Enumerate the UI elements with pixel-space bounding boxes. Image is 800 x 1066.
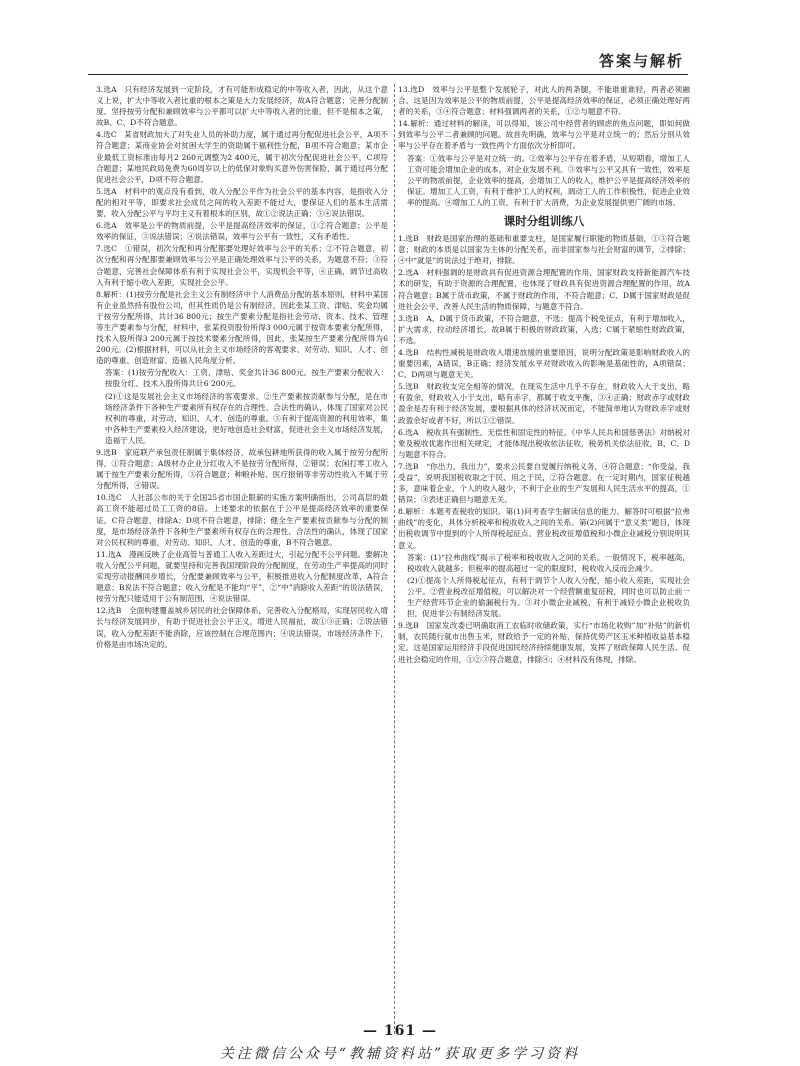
answer-entry: 14.解析：通过材料的解读，可以得知，该公司中经营者的顾虑的焦点问题，即如何做到效率与公平二者兼顾的问题。故首先明确，效率与公平是对立统一的；然后分别从效率与公平存在着矛盾与一致性两个方面依次分析即可。 bbox=[398, 119, 690, 151]
answer-block: (2)①这是发展社会主义市场经济的客观要求。②生产要素按贡献参与分配，是在市场经济条件下各种生产要素所有权存在的合理性、合法性的确认，体现了国家对公民权利的尊重，对劳动、知识、人才、创造的尊重。③有利于提高资源的利用效率，集中各种生产要素投入经济建设，更好地创造社会财富，促进社会主义市场经济发展，造福于人民。 bbox=[105, 391, 388, 445]
answer-entry: 7.选B “你出力，我出力”，要求公民要自觉履行纳税义务，④符合题意；“你受益，我受益”，说明我国税收取之于民、用之于民，②符合题意。在一定时期内，国家征税越多，意味着企业、个人的收入越少，不利于企业的生产发展和人民生活水平的提高，①错误；③表述正确但与题意无关。 bbox=[398, 461, 690, 505]
answer-entry: 10.选C 人社部公布的关于全国25省市国企限薪的实施方案明确指出，公司高层的最高工资不能超过员工工资的8倍。上述要求的依据在于公平是提高经济效率的重要保证，C符合题意，排除A；D项不符合题意，排除；健全生产要素按贡献参与分配的制度，是市场经济条件下各种生产要素所有权存在的合理性、合法性的确认，体现了国家对公民权利的尊重，对劳动、知识、人才、创造的尊重，B不符合题意。 bbox=[96, 493, 388, 547]
answer-entry: 6.选A 税收具有强制性、无偿性和固定性的特征。《中华人民共和国慈善法》对纳税对象及税收优惠作出相关规定，才能体现出税收依法征收，税务机关依法征收，B、C、D与题意不符合。 bbox=[398, 427, 690, 459]
answer-block: 答案：①效率与公平是对立统一的。②效率与公平存在着矛盾，从短期看，增加工人工资可能会增加企业的成本，对企业发展不利。③效率与公平又具有一致性，效率是公平的物质前提，企业效率的提高，会增加工人的收入，维护公平是提高经济效率的保证。增加工人工资，有利于维护工人的权利，调动工人的工作积极性，促进企业效率的提高。④增加工人的工资，有利于扩大消费，为企业发展提供更广阔的市场。 bbox=[407, 153, 690, 207]
answer-entry: 1.选B 财政是国家治理的基础和重要支柱，是国家履行职能的物质基础，①③符合题意；财政的本质是以国家为主体的分配关系，而非国家参与社会财富的调节，②排除；④中“就是”的说法过于绝对，排除。 bbox=[398, 234, 690, 266]
left-column bbox=[96, 84, 388, 1024]
right-column bbox=[398, 84, 690, 1024]
answer-entry: 6.选A 效率是公平的物质前提，公平是提高经济效率的保证，①②符合题意；公平是效率的保证，③说法错误；④说法错误，效率与公平有一致性，又有矛盾性。 bbox=[96, 221, 388, 242]
header-rule bbox=[88, 74, 688, 75]
column-divider bbox=[394, 84, 395, 1034]
answer-entry: 8.解析：(1)按劳分配是社会主义公有制经济中个人消费品分配的基本原则，材料中某国有企业虽然持有股份公司，但其性质仍是公有制经济，因此张某工资、津贴、奖金均属于按劳分配所得，共计36 800元；按生产要素分配是指社会劳动、资本、技术、管理等生产要素参与分配，材料中，张某投资股份所得3 000元属于按资本要素分配所得，技术入股所得3 200元属于按技术要素分配所得，因此，张某按生产要素分配所得为6 200元。(2)根据材料，可以从社会主义市场经济的客观要求、对劳动、知识、人才、创造的尊重、创造财富、造福人民角度分析。 bbox=[96, 289, 388, 366]
answer-entry: 4.选B 结构性减税是财政收入增速放缓的重要原因，说明分配政策是影响财政收入的重要因素，A错误，B正确；经济发展水平对财政收入的影响是基础性的，A项错误；C、D两项与题意无关。 bbox=[398, 347, 690, 380]
answer-entry: 9.选B 家庭联产承包责任制属于集体经济，故承包耕地所获得的收入属于按劳分配所得，①符合题意；A级材办企业分红收入不是按劳分配所得，②错误；农闲打零工收入属于按生产要素分配所得，③符合题意；种粮补贴、医疗报销等非劳动性收入不属于劳分配所得，④错误。 bbox=[96, 448, 388, 491]
answer-entry: 7.选C ①错误，初次分配和再分配都要处理好效率与公平的关系；②不符合题意，初次分配和再分配都要兼顾效率与公平是正确处理效率与公平的关系，为题意不符；③符合题意，完善社会保障体系有利于实现社会公平，实现机会平等，④正确，调节过高收入有利于缩小收入差距，实现社会公平。 bbox=[96, 244, 388, 287]
section-title: 课时分组训练八 bbox=[503, 214, 585, 229]
footer-note: 关注微信公众号“教辅资料站”获取更多学习资料 bbox=[219, 1046, 581, 1062]
answer-entry: 2.选A 材料强调的是财政具有促进资源合理配置的作用，国家财政支持新能源汽车技术的研发，有助于资源的合理配置，也体现了财政具有促进资源合理配置的作用，故A符合题意；B属于货币政策，不属于财政的作用，不符合题意；C、D属于国家财政是促进社会公平、改善人民生活的物质保障，与题意不符合。 bbox=[398, 268, 690, 311]
answer-entry: 3.选A 只有经济发展到一定阶段，才有可能形成稳定的中等收入者，因此，从这个意义上说，扩大中等收入者比重的根本之策是大力发展经济，故A符合题意；完善分配制度、坚持按劳分配和兼顾效率与公平都可以扩大中等收入者的比重，但不是根本之策，故B、C、D不符合题意。 bbox=[96, 85, 388, 128]
header-title: 答案与解析 bbox=[598, 52, 684, 70]
answer-entry: 3.选B A、D属于货币政策，不符合题意，不选；提高个税免征点，有利于增加收入，扩大需求，拉动经济增长，故B属于积极的财政政策，入选；C属于紧缩性财政政策，不选。 bbox=[398, 313, 690, 345]
answer-block: 答案：(1)按劳分配收入：工资、津贴、奖金共计36 800元。按生产要素分配收入：按股分红、技术入股所得共计6 200元。 bbox=[105, 368, 388, 389]
answer-entry: 4.选C 某省财政加大了对失业人员的补助力度，属于通过再分配促进社会公平，A项不符合题意；某商业协会对贫困大学生的资助属于福利性分配，B项不符合题意；某市企业最低工资标准由每月2 260元调整为2 400元，属于初次分配促进社会公平，C项符合题意；某地民政局免费为60周岁以上的低保对象购买意外伤害保险，属于通过再分配促进社会公平，D项不符合题意。 bbox=[96, 130, 388, 184]
answer-entry: 8.解析：本题考查税收的知识。第(1)问考查学生解读信息的能力，解答时可根据“拉弗曲线”的变化，具体分析税率和税收收入之间的关系。第(2)问属于“意义类”题目，体现出税收调节中提到的个人所得税起征点、营业税改征增值税和小微企业减税分别说明其意义。 bbox=[398, 507, 690, 550]
page-number: — 161 — bbox=[363, 1023, 437, 1039]
answer-entry: 13.选D 效率与公平是整个发展轮子，对此人的两条腿，不能谁重谁轻，两者必须融合。这是因为效率是公平的物质前提，公平是提高经济效率的保证，必须正确处理好两者的关系，③④符合题意；材料强调两者的关系，①②与题意不符。 bbox=[398, 85, 690, 117]
answer-entry: 9.选B 国家发改委已明确取消工农临时收储政策，实行“市场化收购”加“补贴”的新机制，农民随行就市出售玉米，财政给予一定的补贴，保持优势产区玉米种植收益基本稳定。这是国家运用经济手段促进国民经济持续健康发展，发挥了财政保障人民生活、促进社会稳定的作用，①②③符合题意，排除④；④材料没有体现，排除。 bbox=[398, 621, 690, 664]
answer-block: (2)①提高个人所得税起征点，有利于调节个人收入分配，缩小收入差距，实现社会公平。②营业税改征增值税，可以解决对一个经营额重复征税，同时也可以防止前一生产经营环节企业的偷漏税行为。③对小微企业减税，有利于减轻小微企业税收负担，促进非公有制经济发展。 bbox=[407, 575, 690, 619]
answer-entry: 5.选A 材料中的观点没有看到，收入分配公平作为社会公平的基本内容，是指收入分配的相对平等，即要求社会成员之间的收入差距不能过大，要保证人们的基本生活需要，收入分配公平与平均主义有着根本的区别，故①②说法正确；③④说法错误。 bbox=[96, 186, 388, 219]
answer-entry: 5.选B 财政收支完全相等的情况，在现实生活中几乎不存在，财政收入大于支出，略有盈余，财政收入小于支出，略有赤字，都属于收支平衡，③④正确；财政赤字或财政盈余是否有利于经济发展，要根据具体的经济状况而定，不能简单地认为财政赤字或财政盈余好或者不好，所以①②错误。 bbox=[398, 382, 690, 425]
answer-entry: 12.选B 全面构建覆盖城乡居民的社会保障体系，完善收入分配格局，实现居民收入增长与经济发展同步，有助于促进社会公平正义，增进人民福祉，故①③正确；②说法错误，收入分配差距不能消除，应该控制在合理范围内；④说法错误，市场经济条件下，价格是由市场决定的。 bbox=[96, 606, 388, 649]
answer-entry: 11.选A 漫画反映了企业高管与普通工人收入差距过大，引起分配不公平问题。要解决收入分配公平问题，就要坚持和完善我国现阶段的分配制度，在劳动生产率提高的同时实现劳动报酬同步增长，分配要兼顾效率与公平，积极推进收入分配制度改革，A符合题意；B说法不符合题意；收入分配是不能均“平”，②“中”消除收入差距“的说法错误，按劳分配只能适用于公有制范围，④说法错误。 bbox=[96, 549, 388, 604]
answer-block: 答案：(1)“拉弗曲线”揭示了税率和税收收入之间的关系。一般情况下，税率越高，税收收入就越多；但税率的提高超过一定的限度时，税收收入反而会减少。 bbox=[407, 552, 690, 573]
